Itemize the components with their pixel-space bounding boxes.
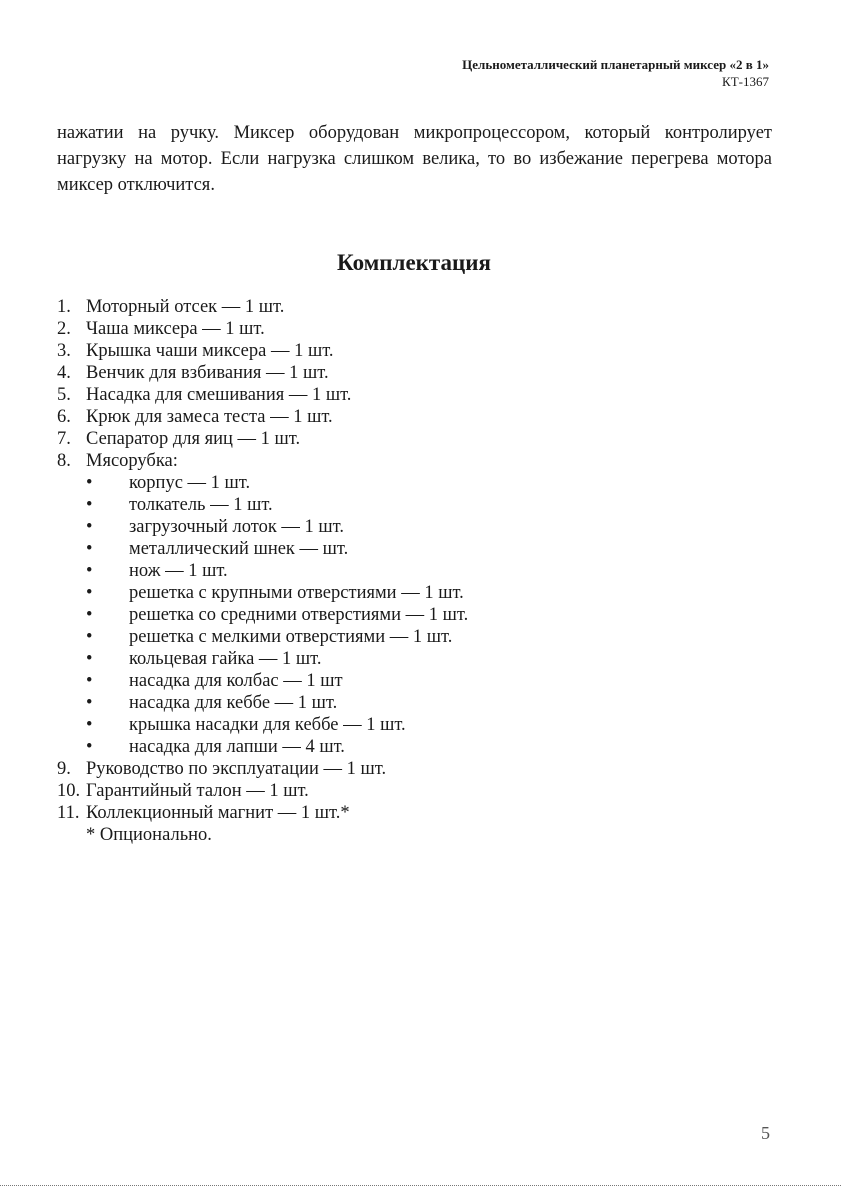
list-item [57, 340, 772, 362]
bullet-icon: • [86, 605, 93, 625]
list-item [57, 802, 772, 824]
sub-item-text: насадка для лапши — 4 шт. [129, 737, 345, 757]
bullet-icon: • [86, 715, 93, 735]
sub-item-text: нож — 1 шт. [129, 561, 228, 581]
product-title: Цельнометаллический планетарный миксер «2 в 1» [462, 57, 769, 72]
item-number: 5. [57, 385, 71, 405]
bullet-icon: • [86, 539, 93, 559]
item-text: Руководство по эксплуатации — 1 шт. [86, 759, 387, 779]
item-number: 10. [57, 781, 81, 801]
sub-list-item [57, 538, 772, 560]
item-text: Моторный отсек — 1 шт. [86, 297, 285, 317]
sub-item-text: насадка для колбас — 1 шт [129, 671, 343, 691]
item-number: 8. [57, 451, 71, 471]
sub-list-item [57, 560, 772, 582]
sub-list-item [57, 670, 772, 692]
sub-item-text: толкатель — 1 шт. [129, 495, 273, 515]
item-number: 3. [57, 341, 71, 361]
sub-item-text: корпус — 1 шт. [129, 473, 251, 493]
list-item [57, 450, 772, 472]
bullet-icon: • [86, 473, 93, 493]
bullet-icon: • [86, 693, 93, 713]
section-title: Комплектация [337, 250, 491, 275]
item-text: Насадка для смешивания — 1 шт. [86, 385, 352, 405]
list-item [57, 362, 772, 384]
sub-item-text: металлический шнек — шт. [129, 539, 349, 559]
list-item [57, 428, 772, 450]
list-item [57, 780, 772, 802]
sub-item-text: загрузочный лоток — 1 шт. [129, 517, 344, 537]
item-text: Чаша миксера — 1 шт. [86, 319, 265, 339]
page-edge-divider [0, 1185, 841, 1186]
item-text: Сепаратор для яиц — 1 шт. [86, 429, 301, 449]
sub-list-item [57, 472, 772, 494]
list-item [57, 296, 772, 318]
page-number: 5 [761, 1123, 770, 1143]
item-text: Гарантийный талон — 1 шт. [86, 781, 309, 801]
sub-list-item [57, 582, 772, 604]
bullet-icon: • [86, 517, 93, 537]
sub-list-item [57, 736, 772, 758]
bullet-icon: • [86, 583, 93, 603]
sub-list-item [57, 692, 772, 714]
sub-list-item [57, 494, 772, 516]
item-number: 7. [57, 429, 71, 449]
contents-list [57, 296, 772, 846]
item-number: 11. [57, 803, 80, 823]
bullet-icon: • [86, 737, 93, 757]
bullet-icon: • [86, 649, 93, 669]
sub-item-text: крышка насадки для кеббе — 1 шт. [129, 715, 406, 735]
item-number: 6. [57, 407, 71, 427]
item-text: Крышка чаши миксера — 1 шт. [86, 341, 334, 361]
page-header [462, 56, 769, 90]
intro-paragraph: нажатии на ручку. Миксер оборудован микропроцессором, который контролирует нагрузку на мотор. Если нагрузка слишком велика, то во избежание перегрева мотора миксер отключится. [57, 123, 772, 195]
sub-list-item [57, 516, 772, 538]
item-number: 9. [57, 759, 71, 779]
sub-list-item [57, 604, 772, 626]
bullet-icon: • [86, 495, 93, 515]
list-item [57, 758, 772, 780]
item-text: Коллекционный магнит — 1 шт.* [86, 803, 350, 823]
sub-list-item [57, 648, 772, 670]
item-text: Крюк для замеса теста — 1 шт. [86, 407, 333, 427]
sub-item-text: решетка с крупными отверстиями — 1 шт. [129, 583, 464, 603]
footnote: * Опционально. [86, 825, 212, 845]
item-number: 2. [57, 319, 71, 339]
sub-list-item [57, 714, 772, 736]
sub-item-text: насадка для кеббе — 1 шт. [129, 693, 338, 713]
sub-item-text: кольцевая гайка — 1 шт. [129, 649, 322, 669]
item-number: 1. [57, 297, 71, 317]
bullet-icon: • [86, 671, 93, 691]
sub-list-item [57, 626, 772, 648]
model-number: КТ-1367 [722, 74, 769, 89]
item-text: Венчик для взбивания — 1 шт. [86, 363, 329, 383]
sub-item-text: решетка со средними отверстиями — 1 шт. [129, 605, 469, 625]
item-text: Мясорубка: [86, 451, 178, 471]
bullet-icon: • [86, 627, 93, 647]
list-item [57, 318, 772, 340]
bullet-icon: • [86, 561, 93, 581]
item-number: 4. [57, 363, 71, 383]
list-item [57, 384, 772, 406]
sub-item-text: решетка с мелкими отверстиями — 1 шт. [129, 627, 453, 647]
list-item [57, 406, 772, 428]
